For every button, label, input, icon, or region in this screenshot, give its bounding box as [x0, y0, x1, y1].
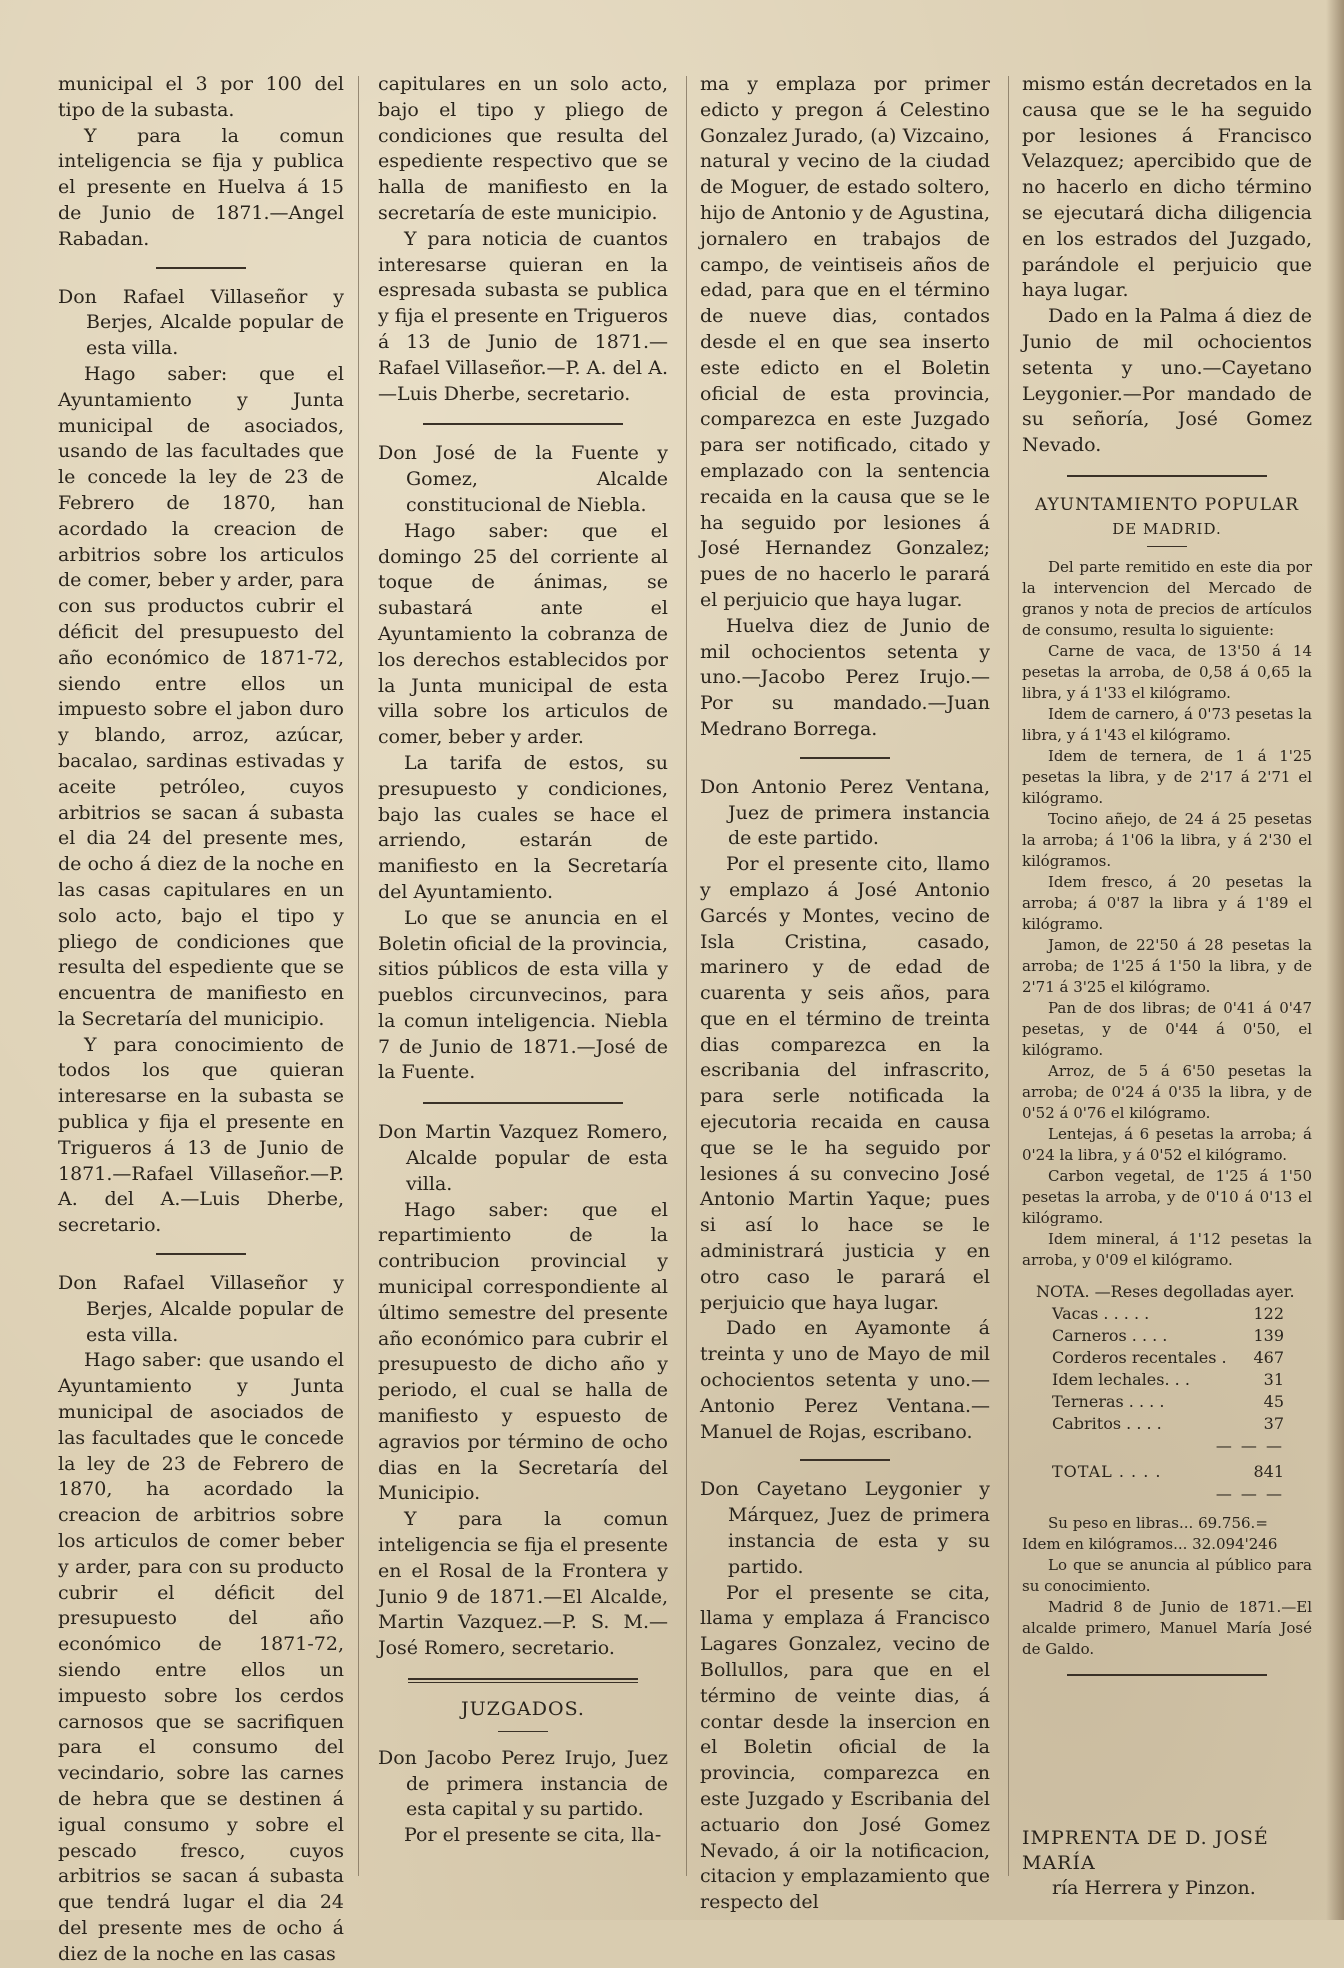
- row-label: Corderos recentales .: [1052, 1347, 1227, 1367]
- row-label: TOTAL . . . .: [1052, 1461, 1162, 1481]
- notice-heading: Don José de la Fuente y Gomez, Alcalde constitucional de Niebla.: [378, 442, 668, 516]
- paragraph: municipal el 3 por 100 del tipo de la subasta.: [58, 73, 344, 121]
- section-heading: AYUNTAMIENTO POPULAR: [1035, 494, 1299, 515]
- paragraph: Lo que se anuncia en el Boletin oficial de la provincia, sitios públicos de esta villa y pueblos circunvecinos, para la comun inteligencia. Niebla 7 de Junio de 1871.—José de la Fuente.: [378, 906, 668, 1084]
- table-row: [1022, 1303, 1312, 1325]
- paragraph: Hago saber: que el domingo 25 del corriente al toque de ánimas, se subastará ante el Ayuntamiento la cobranza de los derechos establecidos por la Junta municipal de esta villa sobre los articulos de comer, beber y arder.: [378, 519, 668, 749]
- paragraph: Y para la comun inteligencia se fija el presente en el Rosal de la Frontera y Junio 9 de 1871.—El Alcalde, Martin Vazquez.—P. S. M.—José Romero, secretario.: [378, 1508, 669, 1660]
- paragraph: Y para noticia de cuantos interesarse quieran en la espresada subasta se publica y fija el presente en Trigueros á 13 de Junio de 1871.—Rafael Villaseñor.—P. A. del A.—Luis Dherbe, secretario.: [378, 227, 668, 405]
- row-label: Idem lechales. . .: [1052, 1369, 1190, 1389]
- column-3: [700, 72, 990, 1914]
- price-item: Idem mineral, á 1'12 pesetas la arroba, y 0'09 el kilógramo.: [1022, 1229, 1312, 1269]
- row-value: 139: [1253, 1325, 1284, 1345]
- price-item: Carbon vegetal, de 1'25 á 1'50 pesetas la arroba, y de 0'10 á 0'13 el kilógramo.: [1022, 1166, 1312, 1227]
- paragraph: Hago saber: que el Ayuntamiento y Junta municipal de asociados, usando de las facultades que le concede la ley de 23 de Febrero de 1870, han acordado la creacion de arbitrios sobre los articulos de comer, beber y arder, para con sus productos cubrir el déficit del presupuesto del año económico de 1871-72, siendo entre ellos un impuesto sobre el jabon duro y blando, arroz, azúcar, bacalao, sardinas estivadas y aceite petróleo, cuyos arbitrios se sacan á subasta el dia 24 del presente mes, de ocho á diez de la noche en las casas capitulares en un solo acto, bajo el tipo y pliego de condiciones que resulta del espediente que se encuentra de manifiesto en la Secretaría del municipio.: [58, 362, 344, 1030]
- paragraph: La tarifa de estos, su presupuesto y condiciones, bajo las cuales se hace el arriendo, estarán de manifiesto en la Secretaría del Ayuntamiento.: [378, 751, 668, 903]
- notice-heading: Don Rafael Villaseñor y Berjes, Alcalde popular de esta villa.: [58, 285, 344, 360]
- price-report: [1022, 557, 1312, 1271]
- paragraph: ma y emplaza por primer edicto y pregon á Celestino Gonzalez Jurado, (a) Vizcaino, natural y vecino de la ciudad de Moguer, de estado soltero, hijo de Antonio y de Agustina, jornalero en trabajos de campo, de veintiseis años de edad, para que en el término de nueve dias, contados desde el en que sea inserto este edicto en el Boletin oficial de esta provincia, comparezca en este Juzgado para ser notificado, citado y emplazado con la sentencia recaida en la causa que se le ha seguido por lesiones á José Hernandez Gonzalez; pues de no hacerlo le parará el perjuicio que haya lugar.: [700, 73, 990, 611]
- separator: [800, 1459, 890, 1461]
- signature: Madrid 8 de Junio de 1871.—El alcalde primero, Manuel María José de Galdo.: [1022, 1597, 1312, 1658]
- paragraph: Por el presente se cita, lla-: [404, 1824, 662, 1847]
- price-item: Idem de ternera, de 1 á 1'25 pesetas la libra, y de 2'17 á 2'71 el kilógramo.: [1022, 746, 1312, 807]
- paragraph: Lo que se anuncia al público para su conocimiento.: [1022, 1555, 1312, 1595]
- row-label: Terneras . . . .: [1052, 1391, 1165, 1411]
- row-value: 122: [1253, 1303, 1284, 1323]
- row-label: Carneros . . . .: [1052, 1325, 1168, 1345]
- price-item: Tocino añejo, de 24 á 25 pesetas la arroba; á 1'06 la libra, y á 2'30 el kilógramos.: [1022, 809, 1312, 870]
- imprint-line: ría Herrera y Pinzon.: [1052, 1877, 1256, 1899]
- price-item: Idem fresco, á 20 pesetas la arroba; á 0'87 la libra y á 1'89 el kilógramo.: [1022, 872, 1312, 933]
- paragraph: Por el presente se cita, llama y emplaza á Francisco Lagares Gonzalez, vecino de Bollullos, para que en el término de veinte dias, á contar desde la insercion en el Boletin oficial de la provincia, comparezca en este Juzgado y Escribania del actuario don José Gomez Nevado, á oir la notificacion, citacion y emplazamiento que respecto del: [700, 1581, 990, 1914]
- table-caption: NOTA. —Reses degolladas ayer.: [1036, 1281, 1295, 1301]
- page-edge: [1326, 0, 1344, 1920]
- separator: [800, 757, 890, 759]
- separator: [1067, 1674, 1267, 1676]
- table-row: [1022, 1347, 1312, 1369]
- column-1: [58, 72, 344, 1965]
- separator: [156, 267, 246, 269]
- imprint-line: IMPRENTA DE D. JOSÉ MARÍA: [1022, 1827, 1269, 1874]
- row-value: 31: [1263, 1369, 1284, 1389]
- separator: — — —: [1215, 1483, 1284, 1503]
- weight-kilos: Idem en kilógramos... 32.094'246: [1022, 1534, 1278, 1553]
- printer-imprint: [1022, 1826, 1312, 1901]
- weight-libras: Su peso en libras... 69.756.=: [1048, 1513, 1268, 1532]
- separator: [1147, 546, 1187, 547]
- price-item: Jamon, de 22'50 á 28 pesetas la arroba; de 1'25 á 1'50 la libra, y de 2'71 á 3'25 el kilógramo.: [1022, 935, 1312, 996]
- price-item: Lentejas, á 6 pesetas la arroba; á 0'24 la libra, y á 0'52 el kilógramo.: [1022, 1124, 1312, 1164]
- row-label: Cabritos . . . .: [1052, 1413, 1162, 1433]
- table-row: [1022, 1369, 1312, 1391]
- paragraph: capitulares en un solo acto, bajo el tipo y pliego de condiciones que resulta del espediente respectivo que se halla de manifiesto en la secretaría de este municipio.: [378, 73, 668, 224]
- separator: [408, 1678, 638, 1683]
- notice-heading: Don Rafael Villaseñor y Berjes, Alcalde popular de esta villa.: [58, 1272, 344, 1346]
- table-row: [1022, 1413, 1312, 1435]
- paragraph: Hago saber: que el repartimiento de la contribucion provincial y municipal correspondiente al último semestre del presente año económico para cubrir el presupuesto de dicho año y periodo, el cual se halla de manifiesto y espuesto de agravios por término de ocho dias en la Secretaría del Municipio.: [378, 1198, 668, 1505]
- paragraph: Huelva diez de Junio de mil ochocientos setenta y uno.—Jacobo Perez Irujo.—Por su mandado.—Juan Medrano Borrega.: [700, 614, 990, 740]
- paragraph: Y para conocimiento de todos los que quieran interesarse en la subasta se publica y fija el presente en Trigueros á 13 de Junio de 1871.—Rafael Villaseñor.—P. A. del A.—Luis Dherbe, secretario.: [58, 1033, 344, 1237]
- notice-heading: Don Martin Vazquez Romero, Alcalde popular de esta villa.: [378, 1121, 668, 1195]
- row-value: 37: [1263, 1413, 1284, 1433]
- total-row: [1022, 1461, 1312, 1483]
- table-row: [1022, 1325, 1312, 1347]
- notice-heading: Don Jacobo Perez Irujo, Juez de primera instancia de esta capital y su partido.: [378, 1746, 668, 1821]
- separator: [1067, 475, 1267, 477]
- notice-heading: Don Antonio Perez Ventana, Juez de primera instancia de este partido.: [700, 775, 990, 850]
- paragraph: Del parte remitido en este dia por la intervencion del Mercado de granos y nota de precios de artículos de consumo, resulta lo siguiente:: [1022, 557, 1312, 639]
- table-row: [1022, 1391, 1312, 1413]
- separator: — — —: [1215, 1435, 1284, 1455]
- paragraph: mismo están decretados en la causa que se le ha seguido por lesiones á Francisco Velazquez; apercibido que de no hacerlo en dicho término se ejecutará dicha diligencia en los estrados del Juzgado, parándole el perjuicio que haya lugar.: [1022, 73, 1312, 302]
- separator: [423, 423, 623, 425]
- paragraph: Hago saber: que usando el Ayuntamiento y Junta municipal de asociados de las facultades que le concede la ley de 23 de Febrero de 1870, ha acordado la creacion de arbitrios sobre los articulos de comer beber y arder, para con su producto cubrir el déficit del presupuesto del año económico de 1871-72, siendo entre ellos un impuesto sobre los cerdos carnosos que se sacrifiquen para el consumo del vecindario, sobre las carnes de hebra que se destinen á igual consumo y sobre el pescado fresco, cuyos arbitrios se sacan á subasta que tendrá lugar el dia 24 del presente mes de ocho á diez de la noche en las casas: [58, 1349, 344, 1965]
- column-divider: [686, 76, 687, 1876]
- price-item: Idem de carnero, á 0'73 pesetas la libra, y á 1'43 el kilógramo.: [1022, 704, 1312, 744]
- column-divider: [1008, 76, 1009, 1876]
- paragraph: Por el presente cito, llamo y emplazo á José Antonio Garcés y Montes, vecino de Isla Cristina, casado, marinero y de edad de cuarenta y seis años, para que en el término de treinta dias comparezca en la escribania del infrascrito, para serle notificada la ejecutoria recaida en causa que se le ha seguido por lesiones á su convecino José Antonio Martin Yaque; pues si así lo hace se le administrará justicia y en otro caso le parará el perjuicio que haya lugar.: [700, 853, 990, 1314]
- column-divider: [358, 76, 359, 1876]
- section-subheading: DE MADRID.: [1112, 519, 1222, 538]
- weights: [1022, 1513, 1312, 1660]
- row-label: Vacas . . . . .: [1052, 1303, 1150, 1323]
- paragraph: Dado en Ayamonte á treinta y uno de Mayo de mil ochocientos setenta y uno.—Antonio Perez Ventana.—Manuel de Rojas, escribano.: [700, 1317, 990, 1443]
- paragraph: Dado en la Palma á diez de Junio de mil ochocientos setenta y uno.—Cayetano Leygonier.—Por mandado de su señoría, José Gomez Nevado.: [1022, 305, 1312, 457]
- notice-heading: Don Cayetano Leygonier y Márquez, Juez de primera instancia de esta y su partido.: [700, 1478, 990, 1578]
- row-value: 467: [1253, 1347, 1284, 1367]
- price-item: Arroz, de 5 á 6'50 pesetas la arroba; de 0'24 á 0'35 la libra, y de 0'52 á 0'76 el kilógramo.: [1022, 1061, 1312, 1122]
- separator: [498, 1731, 548, 1732]
- section-heading: JUZGADOS.: [461, 1698, 585, 1721]
- price-item: Pan de dos libras; de 0'41 á 0'47 pesetas, y de 0'44 á 0'50, el kilógramo.: [1022, 998, 1312, 1059]
- separator: [423, 1102, 623, 1104]
- row-value: 45: [1263, 1391, 1284, 1411]
- paragraph: Y para la comun inteligencia se fija y publica el presente en Huelva á 15 de Junio de 1871.—Angel Rabadan.: [58, 124, 344, 250]
- livestock-table: [1022, 1281, 1312, 1505]
- price-item: Carne de vaca, de 13'50 á 14 pesetas la arroba, de 0,58 á 0,65 la libra, y á 1'33 el kilógramo.: [1022, 641, 1312, 702]
- column-4: [1022, 72, 1312, 1812]
- separator: [156, 1253, 246, 1255]
- row-value: 841: [1253, 1461, 1284, 1481]
- column-2: [378, 72, 668, 1882]
